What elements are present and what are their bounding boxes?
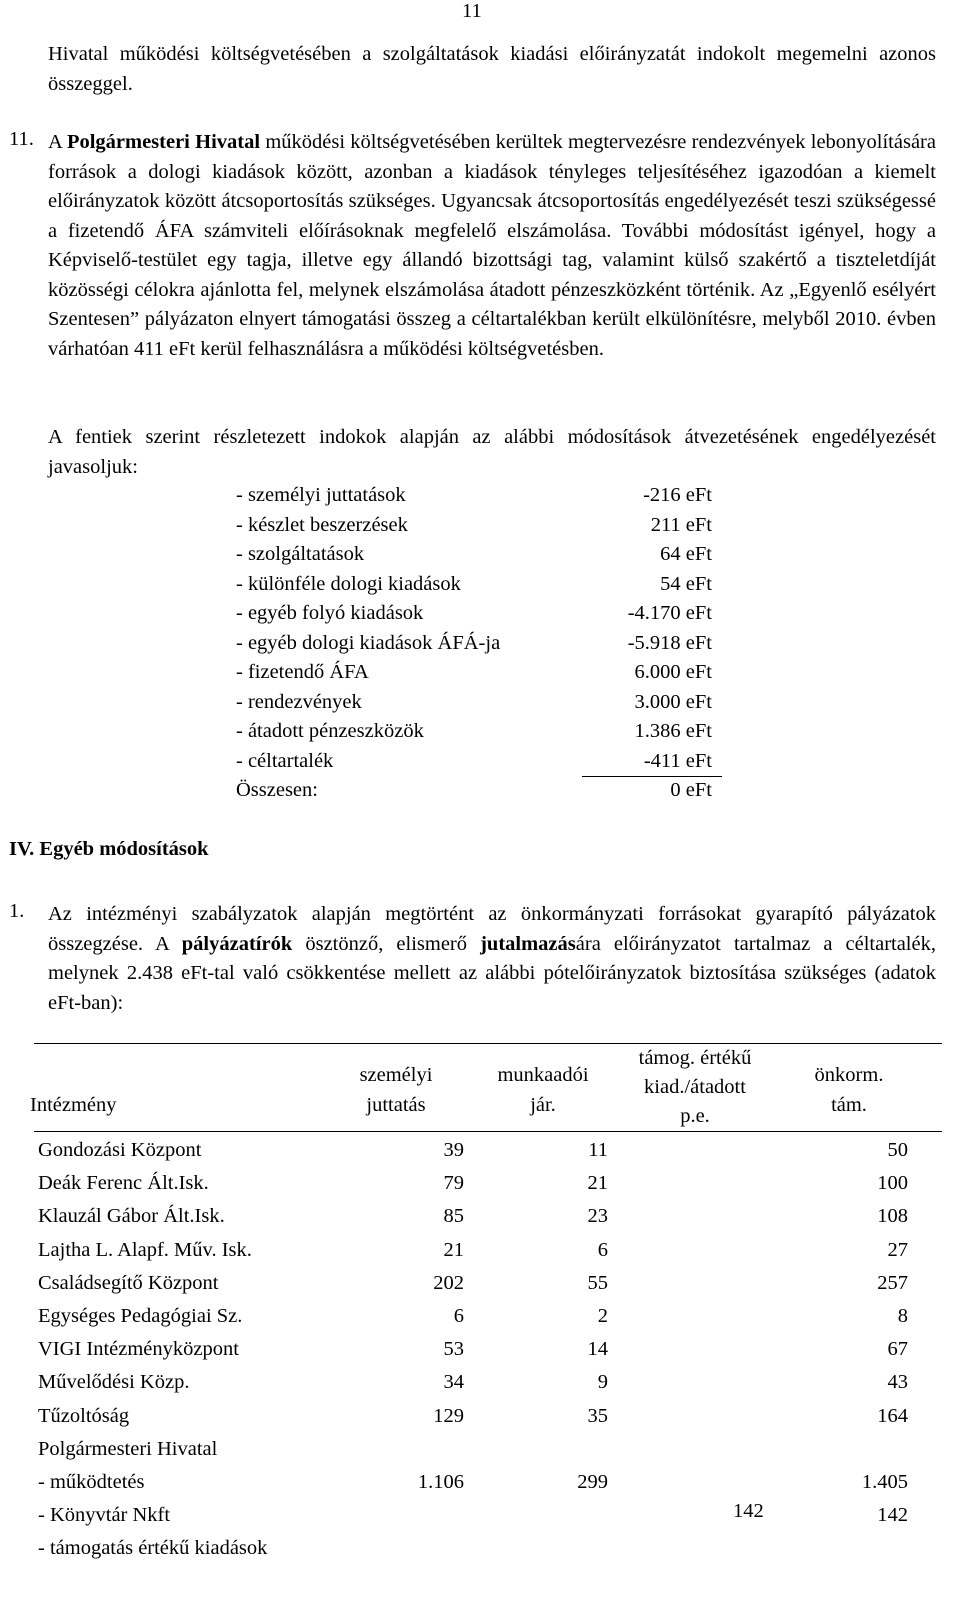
- modification-row: [236, 484, 722, 514]
- item-11-bold: Polgármesteri Hivatal: [66, 131, 261, 153]
- item-11-number: 11.: [9, 128, 34, 150]
- modification-row: [236, 720, 722, 750]
- modification-row: [236, 750, 722, 780]
- cell-name: Művelődési Közp.: [38, 1371, 190, 1394]
- cell-personal: 202: [433, 1271, 464, 1294]
- modification-value: 211 eFt: [650, 513, 712, 536]
- cell-name: Családsegítő Központ: [38, 1271, 219, 1294]
- cell-name: Gondozási Központ: [38, 1139, 202, 1161]
- item-1-text-c: ára előirányzatot tartalmaz a céltartalék, melynek 2.438 eFt-tal való csökkentése mellett az alábbi pótelőirányzatok biztosítása szükséges (adatok eFt-ban):: [48, 932, 936, 1014]
- header-council-line-2: tám.: [831, 1094, 867, 1116]
- cell-name: Egységes Pedagógiai Sz.: [38, 1305, 243, 1327]
- modification-row: [236, 632, 722, 662]
- table-row: [38, 1438, 908, 1471]
- table-row: [38, 1500, 908, 1537]
- cell-council: 1.405: [861, 1471, 908, 1493]
- cell-name: Polgármesteri Hivatal: [38, 1437, 218, 1460]
- modification-value: -5.918 eFt: [627, 631, 712, 654]
- header-employer-line-2: jár.: [530, 1094, 556, 1116]
- header-employer-line-1: munkaadói: [497, 1064, 589, 1086]
- modification-label: - szolgáltatások: [236, 543, 365, 565]
- cell-employer: 2: [597, 1305, 608, 1327]
- table-row: [38, 1305, 908, 1338]
- cell-name: Deák Ferenc Ált.Isk.: [38, 1172, 209, 1195]
- cell-name: - Könyvtár Nkft: [38, 1504, 171, 1527]
- cell-council: 164: [877, 1404, 908, 1427]
- table-row: [38, 1338, 908, 1371]
- item-1-text-a: Az intézményi szabályzatok alapján megtörtént az önkormányzati forrásokat gyarapító pályázatok összegzése. A: [48, 903, 936, 955]
- header-personal: [336, 1060, 456, 1120]
- cell-name: Lajtha L. Alapf. Műv. Isk.: [38, 1238, 252, 1261]
- modification-row: [236, 543, 722, 573]
- cell-name: Klauzál Gábor Ált.Isk.: [38, 1205, 225, 1228]
- cell-personal: 6: [453, 1305, 464, 1327]
- cell-personal: 79: [443, 1172, 464, 1195]
- header-council: [784, 1060, 914, 1120]
- item-11-text-a: A: [48, 131, 67, 153]
- cell-personal: 39: [443, 1139, 464, 1161]
- item-1-bold-1: pályázatírók: [181, 932, 293, 955]
- item-1-text-b: ösztönző, elismerő: [292, 932, 481, 955]
- section-iv-heading: IV. Egyéb módosítások: [9, 838, 209, 860]
- modification-row: [236, 573, 722, 603]
- modification-value: -216 eFt: [643, 484, 712, 506]
- table-header-rule: [34, 1131, 942, 1132]
- cell-personal: 53: [443, 1338, 464, 1361]
- modification-label: - egyéb dologi kiadások ÁFÁ-ja: [236, 631, 501, 654]
- modification-label: - személyi juttatások: [236, 484, 406, 506]
- cell-personal: 129: [433, 1404, 464, 1427]
- modification-label: - egyéb folyó kiadások: [236, 602, 424, 624]
- header-employer: [478, 1060, 608, 1120]
- cell-council: 108: [877, 1205, 908, 1228]
- header-transfer-line-1: támog. értékű: [638, 1047, 752, 1069]
- cell-employer: 21: [587, 1172, 608, 1195]
- modification-row: [236, 514, 722, 544]
- cell-employer: 6: [597, 1238, 608, 1261]
- cell-employer: 35: [587, 1404, 608, 1427]
- cell-employer: 55: [587, 1271, 608, 1294]
- modification-value: -4.170 eFt: [627, 602, 712, 624]
- cell-name: VIGI Intézményközpont: [38, 1338, 239, 1361]
- cell-employer: 23: [587, 1205, 608, 1228]
- cell-council: 27: [887, 1238, 908, 1261]
- header-transfer-line-3: p.e.: [680, 1105, 710, 1127]
- modification-row: [236, 602, 722, 632]
- modification-value: 0 eFt: [670, 779, 712, 801]
- cell-council: 8: [897, 1305, 908, 1327]
- cell-employer: 9: [597, 1371, 608, 1394]
- modification-row: [236, 691, 722, 721]
- table-row: [38, 1239, 908, 1272]
- modification-label: - rendezvények: [236, 690, 362, 713]
- table-row: [38, 1371, 908, 1404]
- modification-value: -411 eFt: [643, 749, 712, 772]
- cell-personal: 21: [443, 1238, 464, 1261]
- modification-label: - céltartalék: [236, 749, 334, 772]
- modification-value: 6.000 eFt: [634, 661, 712, 683]
- cell-personal: 1.106: [417, 1471, 464, 1493]
- modification-row: [236, 661, 722, 691]
- cell-name: - támogatás értékű kiadások: [38, 1537, 268, 1560]
- cell-employer: 299: [577, 1471, 608, 1493]
- cell-council: 43: [887, 1371, 908, 1394]
- header-personal-line-2: juttatás: [366, 1094, 426, 1116]
- cell-council: 257: [877, 1271, 908, 1294]
- cell-employer: 11: [588, 1139, 608, 1161]
- modification-value: 3.000 eFt: [634, 690, 712, 713]
- cell-personal: 34: [443, 1371, 464, 1394]
- table-row: [38, 1172, 908, 1205]
- cell-council: 100: [877, 1172, 908, 1195]
- cell-council: 142: [877, 1504, 908, 1527]
- modification-label: - készlet beszerzések: [236, 513, 408, 536]
- table-top-rule: [34, 1043, 942, 1044]
- cell-name: Tűzoltóság: [38, 1404, 130, 1427]
- item-1-number: 1.: [9, 900, 25, 922]
- item-11-paragraph: [48, 128, 936, 364]
- modification-label: - átadott pénzeszközök: [236, 720, 424, 742]
- table-row: [38, 1471, 908, 1504]
- item-11-text-b: működési költségvetésében kerültek megtervezésre rendezvények lebonyolítására források a dologi kiadások között, azonban a kiadások tényleges teljesítéséhez igazodóan a kiemelt előirányzatok között átcsoportosítás szükséges. Ugyancsak átcsoportosítás engedélyezését teszi szükségessé a fizetendő ÁFA számviteli előírásoknak megfelelő elszámolása. További módosítást igényel, hogy a Képviselő-testület egy tagja, illetve egy állandó bizottsági tag, valamint külső szakértő a tiszteletdíját közösségi célokra ajánlotta fel, melynek elszámolása átadott pénzeszközként történik. Az „Egyenlő esélyért Szentesen” pályázaton elnyert támogatási összeg a céltartalékban került elkülönítésre, melyből 2010. évben várhatóan 411 eFt kerül felhasználásra a működési költségvetésben.: [48, 131, 936, 360]
- intro-paragraph: Hivatal működési költségvetésében a szolgáltatások kiadási előirányzatát indokolt megemelni azonos összeggel.: [48, 43, 936, 95]
- item-11-conclusion: A fentiek szerint részletezett indokok alapján az alábbi módosítások átvezetésének engedélyezését javasoljuk:: [48, 426, 936, 478]
- header-transfer: [620, 1044, 770, 1131]
- cell-personal: 85: [443, 1205, 464, 1228]
- cell-transfer: 142: [733, 1500, 764, 1523]
- table-row: [38, 1205, 908, 1238]
- modification-value: 64 eFt: [660, 543, 712, 565]
- table-row: [38, 1405, 908, 1438]
- cell-employer: 14: [587, 1338, 608, 1361]
- table-row: [38, 1139, 908, 1172]
- cell-council: 67: [887, 1338, 908, 1361]
- table-row: [38, 1272, 908, 1305]
- header-council-line-1: önkorm.: [814, 1064, 884, 1086]
- header-personal-line-1: személyi: [359, 1064, 433, 1086]
- modification-label: - fizetendő ÁFA: [236, 661, 369, 683]
- modification-row: [236, 779, 722, 809]
- cell-name: - működtetés: [38, 1471, 145, 1493]
- item-1-paragraph: [48, 900, 936, 1018]
- modification-value: 54 eFt: [660, 572, 712, 595]
- cell-council: 50: [887, 1139, 908, 1161]
- item-1-bold-2: jutalmazás: [480, 932, 576, 955]
- header-transfer-line-2: kiad./átadott: [644, 1076, 746, 1098]
- header-institution: Intézmény: [30, 1094, 117, 1116]
- modification-value: 1.386 eFt: [634, 720, 712, 742]
- table-row: [38, 1537, 908, 1570]
- sum-underline: [582, 776, 722, 777]
- modification-label: Összesen:: [236, 779, 318, 801]
- modification-label: - különféle dologi kiadások: [236, 572, 461, 595]
- page-number: 11: [462, 0, 482, 22]
